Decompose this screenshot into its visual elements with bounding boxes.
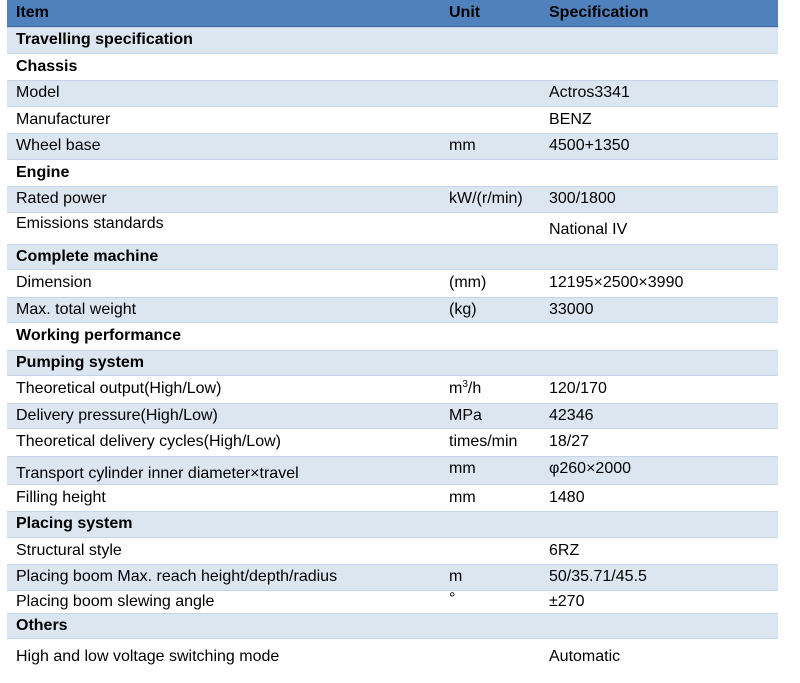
row-item: Structural style [16,541,122,559]
table-row [7,297,778,324]
row-item: Rated power [16,190,107,208]
row-unit: mm [449,488,476,506]
unit-superscript: 3 [462,379,468,391]
row-item: Chassis [16,57,78,75]
row-item: Placing boom Max. reach height/depth/radius [16,568,338,586]
row-spec: 12195×2500×3990 [549,274,684,292]
row-unit: mm [449,459,476,477]
row-unit [449,381,549,397]
table-row [7,456,778,485]
row-spec: BENZ [549,110,592,128]
row-item: Model [16,84,60,102]
unit-base: m [449,380,463,398]
section-row [7,244,778,271]
row-spec: 50/35.71/45.5 [549,568,647,586]
table-row [7,376,778,403]
section-row [7,160,778,187]
table-row [7,564,778,591]
row-spec: 4500+1350 [549,137,630,155]
section-row [7,511,778,538]
row-spec: Automatic [549,648,621,665]
row-item: Travelling specification [16,31,193,49]
table-row [7,80,778,107]
row-item: High and low voltage switching mode [16,648,280,665]
row-spec: 42346 [549,406,594,424]
section-row [7,613,778,640]
table-row [7,538,778,565]
table-row [7,591,778,613]
table-row [7,133,778,160]
row-unit [449,213,549,244]
row-item: Dimension [16,274,92,292]
row-item: Emissions standards [16,214,164,232]
table-row [7,639,778,669]
row-unit: ° [449,589,456,607]
row-unit: (kg) [449,300,477,318]
table-row [7,429,778,456]
table-row [7,270,778,297]
table-row [7,107,778,134]
row-spec: Actros3341 [549,84,630,102]
row-spec: 6RZ [549,541,580,559]
row-item: Transport cylinder inner diameter×travel [16,464,299,482]
row-item: Max. total weight [16,300,137,318]
table-row [7,403,778,430]
row-spec: 33000 [549,300,594,318]
row-item: Others [16,616,68,634]
section-row [7,27,778,54]
row-item: Placing system [16,515,133,533]
table-row [7,186,778,213]
table-row [7,485,778,512]
section-row [7,323,778,350]
row-spec: National IV [549,220,628,238]
row-unit: MPa [449,406,482,424]
row-item: Placing boom slewing angle [16,592,215,610]
row-item: Manufacturer [16,110,111,128]
row-item: Working performance [16,327,182,345]
row-unit: m [449,568,463,586]
row-unit: kW/(r/min) [449,190,523,208]
row-unit: (mm) [449,274,487,292]
row-spec: ±270 [549,592,585,610]
header-item: Item [16,4,49,21]
header-spec: Specification [549,4,649,21]
header-unit: Unit [449,4,481,21]
row-spec: 120/170 [549,380,607,398]
row-item: Engine [16,163,70,181]
row-item: Theoretical output(High/Low) [16,380,222,398]
row-item: Complete machine [16,247,159,265]
row-unit: times/min [449,433,518,451]
section-row [7,54,778,81]
table-header [7,0,778,27]
row-item: Pumping system [16,353,145,371]
row-item: Wheel base [16,137,101,155]
row-item: Theoretical delivery cycles(High/Low) [16,433,281,451]
table-row [7,213,778,244]
row-unit: mm [449,137,476,155]
row-item: Delivery pressure(High/Low) [16,406,218,424]
row-item: Filling height [16,488,106,506]
section-row [7,350,778,377]
row-spec: 18/27 [549,433,590,451]
unit-rest: /h [467,380,482,398]
spec-table [7,0,778,669]
row-spec: 1480 [549,488,585,506]
row-spec: 300/1800 [549,190,616,208]
row-spec: φ260×2000 [549,459,632,477]
